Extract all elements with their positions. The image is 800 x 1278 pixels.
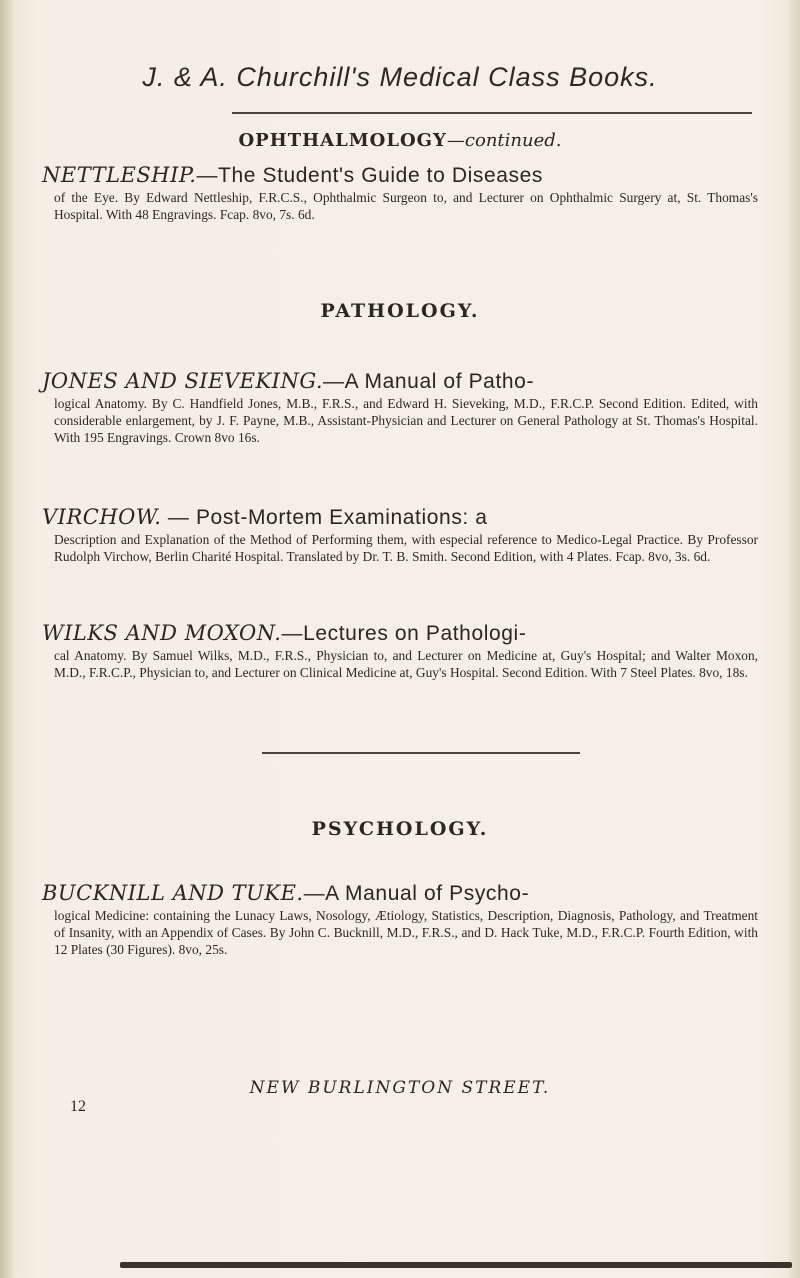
footer-address: NEW BURLINGTON STREET. (249, 1078, 551, 1098)
entry-description: of the Eye. By Edward Nettleship, F.R.C.S., Ophthalmic Surgeon to, and Lecturer on Ophthalmic Surgery at, St. Thomas's Hospital. With 48 Engravings. Fcap. 8vo, 7s. 6d. (54, 190, 758, 223)
book-entry-bucknill-tuke (42, 880, 758, 959)
section-suffix: —continued. (446, 130, 562, 151)
section-title-psychology: PSYCHOLOGY. (311, 818, 489, 840)
entry-heading (42, 368, 758, 395)
section-continued-heading (0, 130, 800, 151)
section-name: OPHTHALMOLOGY (238, 130, 447, 151)
header-rule (232, 112, 752, 114)
entry-description: cal Anatomy. By Samuel Wilks, M.D., F.R.S., Physician to, and Lecturer on Medicine at, Guy's Hospital; and Walter Moxon, M.D., F.R.C.P., Physician to, and Lecturer on Clinical Medicine at, Guy's Hospital. Second Edition. With 7 Steel Plates. 8vo, 18s. (54, 648, 758, 681)
entry-heading (42, 504, 758, 531)
entry-heading (42, 620, 758, 647)
section-divider-rule (262, 752, 580, 754)
entry-title: —The Student's Guide to Diseases (196, 164, 543, 187)
entry-description: logical Anatomy. By C. Handfield Jones, M.B., F.R.S., and Edward H. Sieveking, M.D., F.R.C.P. Second Edition. Edited, with considerable enlargement, by J. F. Payne, M.B., Assistant-Physician and Lecturer on General Pathology at St. Thomas's Hospital. With 195 Engravings. Crown 8vo 16s. (54, 396, 758, 446)
entry-description: Description and Explanation of the Method of Performing them, with especial reference to Medico-Legal Practice. By Professor Rudolph Virchow, Berlin Charité Hospital. Translated by Dr. T. B. Smith. Second Edition, with 4 Plates. Fcap. 8vo, 3s. 6d. (54, 532, 758, 565)
entry-title: —A Manual of Patho- (323, 370, 535, 393)
page-number: 12 (70, 1098, 86, 1115)
entry-title: — Post-Mortem Examinations: a (161, 506, 488, 529)
entry-title: —A Manual of Psycho- (303, 882, 530, 905)
book-entry-jones-sieveking (42, 368, 758, 447)
book-entry-nettleship (42, 162, 758, 223)
entry-description: logical Medicine: containing the Lunacy Laws, Nosology, Ætiology, Statistics, Description, Diagnosis, Pathology, and Treatment of Insanity, with an Appendix of Cases. By John C. Bucknill, M.D., F.R.S., and D. Hack Tuke, M.D., F.R.C.P. Fourth Edition, with 12 Plates (30 Figures). 8vo, 25s. (54, 908, 758, 958)
book-entry-wilks-moxon (42, 620, 758, 681)
entry-author: JONES AND SIEVEKING. (42, 369, 324, 393)
entry-author: BUCKNILL AND TUKE. (42, 881, 304, 905)
book-entry-virchow (42, 504, 758, 565)
entry-heading (42, 880, 758, 907)
entry-author: VIRCHOW. (42, 505, 162, 529)
entry-heading (42, 162, 758, 189)
bottom-edge-bar (120, 1262, 792, 1268)
entry-author: NETTLESHIP. (42, 163, 197, 187)
entry-title: —Lectures on Pathologi- (281, 622, 527, 645)
entry-author: WILKS AND MOXON. (42, 621, 282, 645)
section-title-pathology: PATHOLOGY. (320, 300, 480, 322)
running-head: J. & A. Churchill's Medical Class Books. (142, 62, 658, 92)
